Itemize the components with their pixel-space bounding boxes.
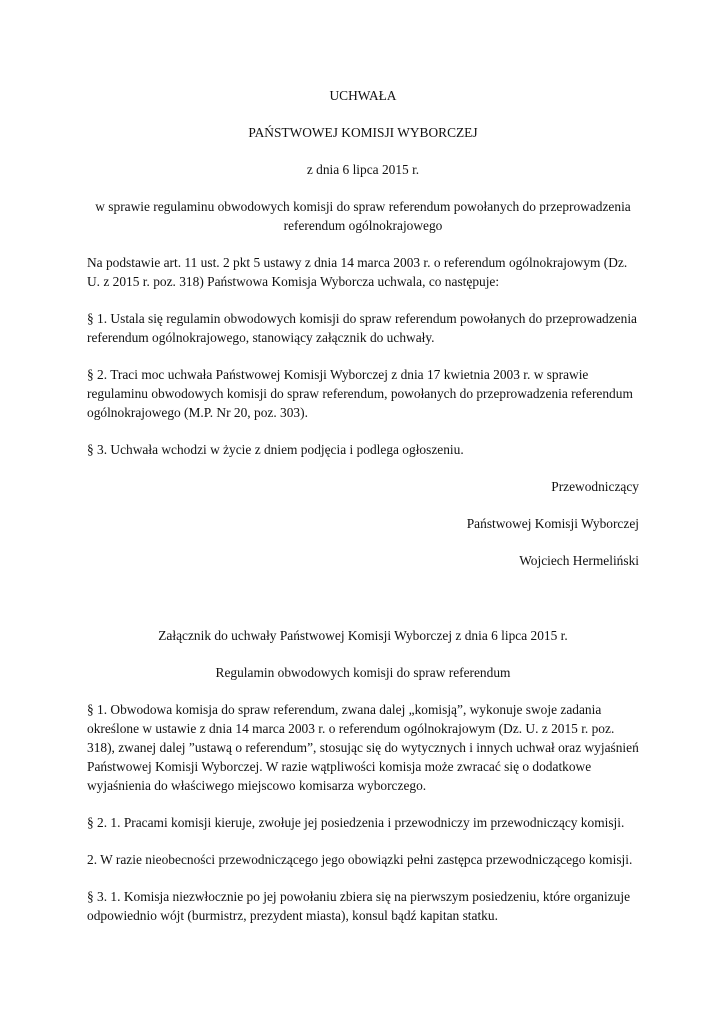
annex-paragraph-1: § 1. Obwodowa komisja do spraw referendum, zwana dalej „komisją”, wykonuje swoje zadania określone w ustawie z dnia 14 marca 2003 r. o referendum ogólnokrajowym (Dz. U. z 2015 r. poz. 318), zwanej dalej ”ustawą o referendum”, stosując się do wytycznych i innych uchwał oraz wyjaśnień Państwowej Komisji Wyborczej. W razie wątpliwości komisja może zwracać się o dodatkowe wyjaśnienia do właściwego miejscowo komisarza wyborczego. [87,702,639,793]
annex-heading: Załącznik do uchwały Państwowej Komisji Wyborczej z dnia 6 lipca 2015 r. [158,628,568,643]
signature-name: Wojciech Hermeliński [519,553,639,568]
signature-role: Przewodniczący [551,479,639,494]
preamble: Na podstawie art. 11 ust. 2 pkt 5 ustawy z dnia 14 marca 2003 r. o referendum ogólnokrajowym (Dz. U. z 2015 r. poz. 318) Państwowa Komisja Wyborcza uchwala, co następuje: [87,255,628,289]
document-title: UCHWAŁA [329,88,397,103]
annex-paragraph-3-1: § 3. 1. Komisja niezwłocznie po jej powołaniu zbiera się na pierwszym posiedzeniu, które organizuje odpowiednio wójt (burmistrz, prezydent miasta), konsul bądź kapitan statku. [87,889,631,923]
signature-body: Państwowej Komisji Wyborczej [466,516,639,531]
paragraph-2: § 2. Traci moc uchwała Państwowej Komisji Wyborczej z dnia 17 kwietnia 2003 r. w sprawie regulaminu obwodowych komisji do spraw referendum, powołanych do przeprowadzenia referendum ogólnokrajowego (M.P. Nr 20, poz. 303). [87,367,633,420]
annex-paragraph-2-2: 2. W razie nieobecności przewodniczącego jego obowiązki pełni zastępca przewodniczącego komisji. [87,852,633,867]
paragraph-1: § 1. Ustala się regulamin obwodowych komisji do spraw referendum powołanych do przeprowadzenia referendum ogólnokrajowego, stanowiący załącznik do uchwały. [87,311,637,345]
paragraph-3: § 3. Uchwała wchodzi w życie z dniem podjęcia i podlega ogłoszeniu. [87,442,464,457]
issuer-name: PAŃSTWOWEJ KOMISJI WYBORCZEJ [248,125,478,140]
document-subject: w sprawie regulaminu obwodowych komisji do spraw referendum powołanych do przeprowadzenia referendum ogólnokrajowego [95,199,631,233]
annex-title: Regulamin obwodowych komisji do spraw referendum [215,665,511,680]
annex-paragraph-2-1: § 2. 1. Pracami komisji kieruje, zwołuje jej posiedzenia i przewodniczy im przewodniczący komisji. [87,815,625,830]
document-date: z dnia 6 lipca 2015 r. [306,162,420,177]
